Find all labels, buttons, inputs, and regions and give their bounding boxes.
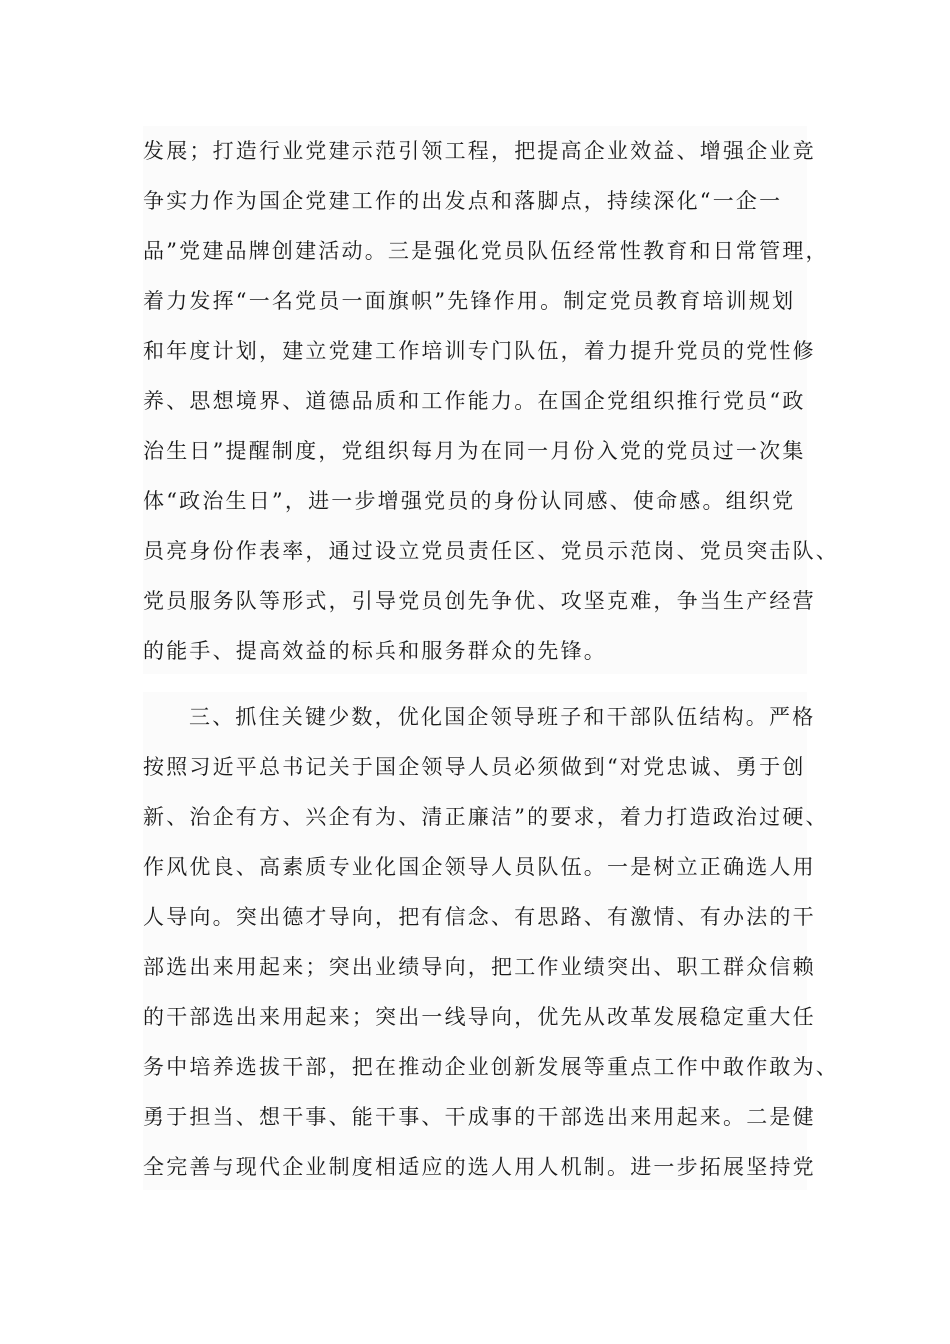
text-line: 勇于担当、想干事、能干事、干成事的干部选出来用起来。二是健 [143, 1105, 816, 1129]
paragraph-section-three [143, 692, 839, 1190]
text-line: 员亮身份作表率，通过设立党员责任区、党员示范岗、党员突击队、 [143, 539, 839, 563]
text-line: 体“政治生日”，进一步增强党员的身份认同感、使命感。组织党 [143, 489, 796, 513]
text-line: 和年度计划，建立党建工作培训专门队伍，着力提升党员的党性修 [143, 339, 816, 363]
text-line: 全完善与现代企业制度相适应的选人用人机制。进一步拓展坚持党 [143, 1155, 816, 1179]
text-line: 着力发挥“一名党员一面旗帜”先锋作用。制定党员教育培训规划 [143, 289, 796, 313]
section-heading-line: 三、抓住关键少数，优化国企领导班子和干部队伍结构。严格 [189, 705, 816, 729]
paragraph-continuation [143, 126, 839, 674]
text-line: 发展；打造行业党建示范引领工程，把提高企业效益、增强企业竞 [143, 139, 816, 163]
text-line: 争实力作为国企党建工作的出发点和落脚点，持续深化“一企一 [143, 189, 783, 213]
text-line: 按照习近平总书记关于国企领导人员必须做到“对党忠诚、勇于创 [143, 755, 806, 779]
text-line: 品”党建品牌创建活动。三是强化党员队伍经常性教育和日常管理， [143, 239, 829, 263]
text-line: 治生日”提醒制度，党组织每月为在同一月份入党的党员过一次集 [143, 439, 806, 463]
text-line: 务中培养选拔干部，把在推动企业创新发展等重点工作中敢作敢为、 [143, 1055, 839, 1079]
text-line: 部选出来用起来；突出业绩导向，把工作业绩突出、职工群众信赖 [143, 955, 816, 979]
text-line: 的能手、提高效益的标兵和服务群众的先锋。 [143, 639, 607, 663]
text-line: 作风优良、高素质专业化国企领导人员队伍。一是树立正确选人用 [143, 855, 816, 879]
text-line: 养、思想境界、道德品质和工作能力。在国企党组织推行党员“政 [143, 389, 806, 413]
text-line: 人导向。突出德才导向，把有信念、有思路、有激情、有办法的干 [143, 905, 816, 929]
text-line: 党员服务队等形式，引导党员创先争优、攻坚克难，争当生产经营 [143, 589, 816, 613]
text-line: 的干部选出来用起来；突出一线导向，优先从改革发展稳定重大任 [143, 1005, 816, 1029]
text-line: 新、治企有方、兴企有为、清正廉洁”的要求，着力打造政治过硬、 [143, 805, 829, 829]
